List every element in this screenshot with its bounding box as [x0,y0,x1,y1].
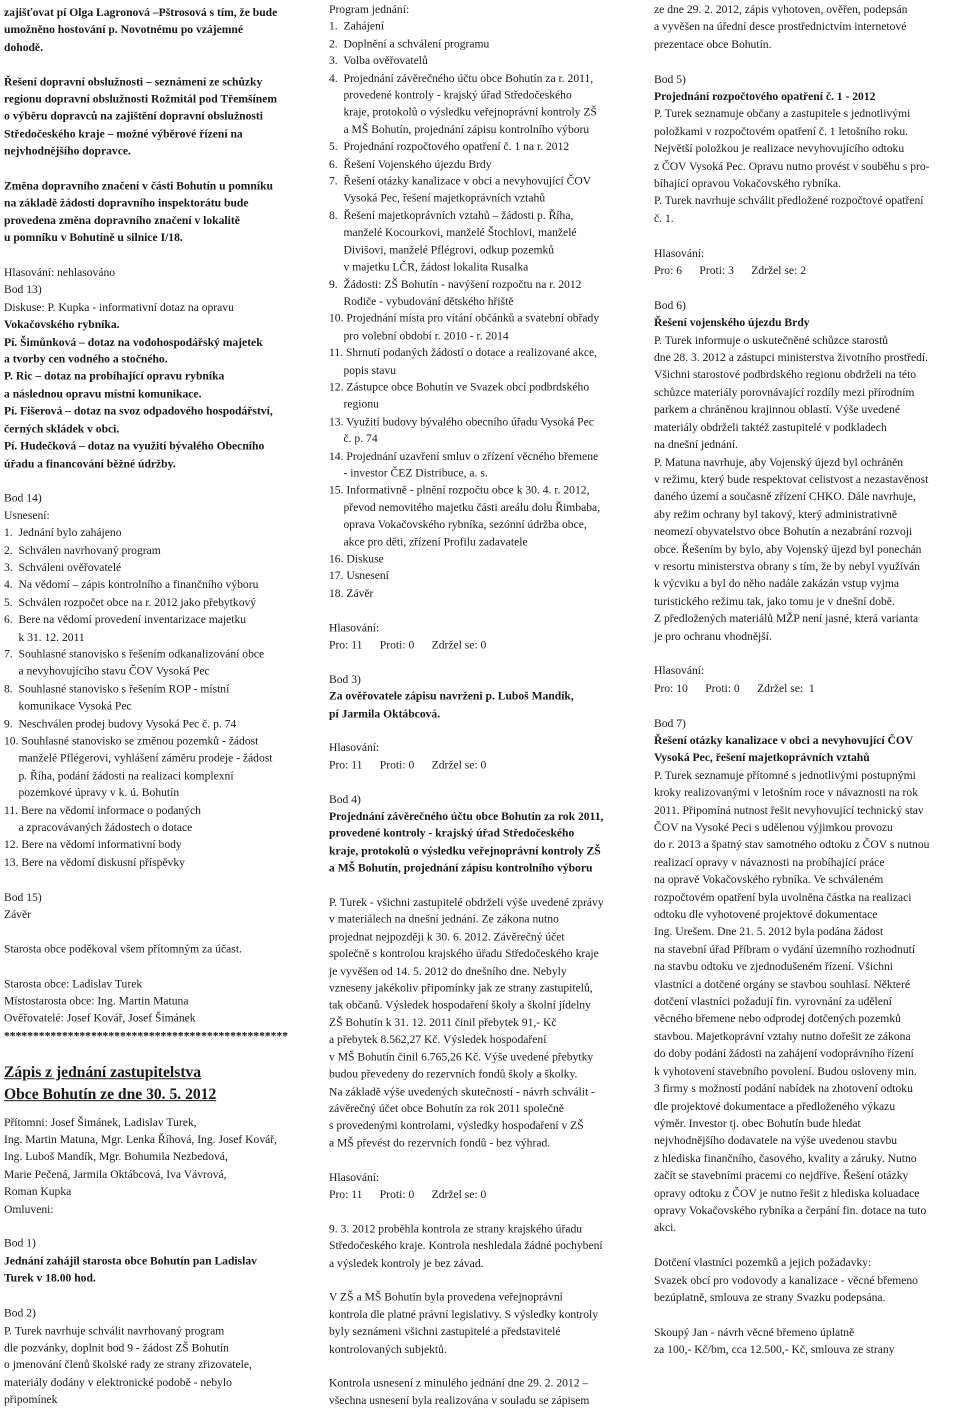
text-line: dne 28. 3. 2012 a zástupci ministerstva životního prostředí. [654,351,929,365]
text-line: Bod 14) [4,491,42,505]
text-line: je vyvěšen od 14. 5. 2012 do dnešního dne. Nebyly [329,964,567,978]
text-line: na stavební úřad Příbram o vydání územního rozhodnutí [654,942,916,956]
text-line: společně s kontrolou krajského úřadu Středočeského kraje [329,947,599,961]
bold-text-line: Změna dopravního značení v části Bohutín u pomníku [4,179,273,193]
text-line: 11. Bere na vědomí informace o podaných [4,803,201,817]
text-line: na stavbu odtoku ve zjednodušeném řízení. Všichni [654,960,894,974]
spacer [654,227,956,244]
text-line: materiály obdrželi taktéž zastupitelé v podkladech [654,420,887,434]
text-line: bíhající opravou Vokačovského rybníka. [654,177,841,191]
text-line: materiály dodány v elektronické podobě - nebylo [4,1375,232,1389]
text-line: 3. Schváleni ověřovatelé [4,560,122,574]
text-line: 9. Neschválen prodej budovy Vysoká Pec č. p. 74 [4,717,237,731]
text-line: Hlasování: [329,741,380,755]
text-line: aby režim ochrany byl takový, který administrativně [654,507,898,521]
text-line: 9. Žádosti: ZŠ Bohutín - navýšení rozpočtu na r. 2012 [329,277,582,291]
spacer [4,160,309,177]
bold-text-line: Vysoká Pec, řešení majetkoprávních vztahů [654,751,870,765]
text-line: 5. Projednání rozpočtového opatření č. 1 na r. 2012 [329,140,570,154]
bold-text-line: u pomníku v Bohutíně u silnice I/18. [4,231,183,245]
text-line: P. Matuna navrhuje, aby Vojenský újezd byl ochráněn [654,455,904,469]
text-line: 13. Bere na vědomí diskusní příspěvky [4,855,185,869]
text-line: manželé Pflégerovi, vyhlášení záměru prodeje - žádost [4,751,273,765]
text-line: obce. Řešením by bylo, aby Vojenský újezd byl ponechán [654,542,922,556]
text-line: Bod 6) [654,298,686,312]
bold-text-line: Za ověřovatele zápisu navrženi p. Luboš Mandík, [329,689,574,703]
text-line: 16. Diskuse [329,552,384,566]
text-line: 12. Bere na vědomí informativní body [4,838,182,852]
text-line: Roman Kupka [4,1185,72,1199]
text-line: Ing. Luboš Mandík, Mgr. Bohumila Nezbedová, [4,1150,228,1164]
text-line: 14. Projednání uzavření smluv o zřízení věcného břemene [329,449,599,463]
text-line: oprava Vokačovského rybníka, sezónní údržba obce, [329,518,587,532]
text-line: a zpracovávaných žádostech o dotace [4,821,193,835]
text-line: V ZŠ a MŠ Bohutín byla provedena veřejnoprávní [329,1290,563,1304]
text-line: akce pro děti, zřízení Profilu zadavatele [329,535,528,549]
text-line: nejvhodnějšího dodavatele na výše uvedenou stavbu [654,1134,898,1148]
text-line: Hlasování: [329,1170,380,1184]
text-line: akci. [654,1221,677,1235]
text-line: 10. Projednání místa pro vítání občánků a svatební obřady [329,312,600,325]
bold-text-line: Středočeského kraje – možné výběrové řízení na [4,127,243,141]
bold-text-line: provedena změna dopravního značení v lokalitě [4,214,240,228]
text-line: P. Turek informuje o uskutečněné schůzce starostů [654,333,889,347]
column-1 [4,4,309,1409]
text-line: Ověřovatelé: Josef Kovář, Josef Šimánek [4,1011,196,1025]
text-line: a přebytek 8.562,27 Kč. Výsledek hospodaření [329,1033,547,1047]
text-line: 2. Schválen navrhovaný program [4,543,161,557]
text-line: kroky realizovanými v letošním roce v návaznosti na rok [654,786,919,800]
bold-text-line: Řešení vojenského újezdu Brdy [654,316,810,330]
text-line: 17. Usnesení [329,569,389,583]
text-line: 18. Závěr [329,586,374,600]
text-line: Středočeského kraje. Kontrola neshledala žádné pochybení [329,1239,603,1253]
bold-text-line: ************************************************* [4,1029,289,1043]
text-line: ZŠ Bohutín k 31. 12. 2011 činil přebytek 91,- Kč [329,1016,557,1030]
text-line: Pro: 6 Proti: 3 Zdržel se: 2 [654,264,806,278]
spacer [4,1106,309,1114]
spacer [654,1306,956,1323]
text-line: P. Turek navrhuje schválit předložené rozpočtové opatření [654,194,924,208]
text-line: Rodiče - vybudování dětského hřiště [329,294,514,308]
text-line: 1. Zahájení [329,20,385,33]
text-line: Bod 5) [654,72,686,86]
text-line: kraje, protokolů o výsledku veřejnoprávní kontroly ZŠ [329,106,597,119]
bold-text-line: dohodě. [4,40,43,54]
text-line: dle pozvánky, doplnit bod 9 - žádost ZŠ Bohutín [4,1341,229,1355]
text-line: na dnešní jednání. [654,438,739,452]
text-line: za 100,- Kč/bm, cca 12.500,- Kč, smlouva ze strany [654,1343,895,1357]
bold-text-line: Jednání zahájil starosta obce Bohutín pan Ladislav [4,1254,257,1268]
bold-text-line: provedené kontroly - krajský úřad Středočeského [329,827,575,841]
text-line: realizací opravy v návaznosti na probíhající práce [654,855,885,869]
text-line: a MŠ Bohutín, projednání zápisu kontrolního výboru [329,123,590,137]
text-line: a MŠ převést do rezervních fondů - bez výhrad. [329,1136,551,1150]
bold-text-line: Vokačovského rybníka. [4,318,120,332]
text-line: k vyhotovení stavebního povolení. Budou osloveny min. [654,1064,917,1078]
spacer [329,1358,637,1375]
text-line: budou převedeny do rezervních fondů školy a školky. [329,1067,578,1081]
text-line: Největší položkou je realizace nevyhovujícího odtoku [654,142,905,156]
text-line: Ing. Urešem. Dne 21. 5. 2012 byla podána žádost [654,925,884,939]
spacer [4,247,309,264]
text-line: dle projektové dokumentace a předloženého výkazu [654,1099,896,1113]
text-line: stavbou. Majetkoprávní vztahy nutno dořešit ze zákona [654,1029,911,1043]
bold-text-line: Řešení dopravní obslužnosti – seznámení ze schůzky [4,75,263,89]
text-line: závěrečný účet obce Bohutín za rok 2011 společně [329,1102,564,1115]
text-line: ze dne 29. 2. 2012, zápis vyhotoven, ověřen, podepsán [654,3,908,16]
text-line: prezentace obce Bohutín. [654,37,772,51]
text-line: neomezí obyvatelstvo obce Bohutín a nezabrání rozvoji [654,525,913,539]
text-line: Divišovi, manželé Pflégrovi, odkup pozemků [329,243,555,257]
text-line: 3. Volba ověřovatelů [329,54,428,68]
text-line: kontrola dle platné právní legislativy. S výsledky kontroly [329,1308,599,1321]
text-line: 12. Zástupce obce Bohutín ve Svazek obcí podbrdského [329,380,590,394]
text-line: 3 firmy s možností podání nabídek na zhotovení odtoku [654,1082,913,1096]
text-line: Svazek obcí pro vodovody a kanalizace - věcné břemeno [654,1273,918,1287]
text-line: dotčení vlastníci požadují fin. vyrovnání za udělení [654,995,892,1009]
text-line: P. Turek navrhuje schválit navrhovaný program [4,1323,225,1337]
bold-text-line: regionu dopravní obslužnosti Rožmitál pod Třemšínem [4,92,278,106]
text-line: Usnesení: [4,508,50,522]
text-line: turistického režimu tak, jako tomu je v dnešní době. [654,594,895,608]
text-line: 2. Doplnění a schválení programu [329,37,490,51]
spacer [329,654,637,671]
text-line: 7. Souhlasné stanovisko s řešením odkanalizování obce [4,647,265,661]
spacer [329,1152,637,1169]
text-line: 15. Informativně - plnění rozpočtu obce k 30. 4. r. 2012, [329,483,590,497]
text-line: Dotčení vlastníci pozemků a jejich požadavky: [654,1256,872,1270]
text-line: Bod 7) [654,716,686,730]
text-line: s provedenými kontrolami, výsledky hospodaření v ZŠ [329,1119,584,1133]
spacer [4,1287,309,1304]
text-line: věcného břemene nebo odprodej dotčených pozemků [654,1012,901,1026]
text-line: ČOV na Vysoké Peci s udělenou výjimkou provozu [654,821,893,835]
text-line: Bod 3) [329,672,361,686]
text-line: 1. Jednání bylo zahájeno [4,526,122,540]
text-line: Bod 4) [329,792,361,806]
bold-text-line: Pí. Hudečková – dotaz na využití bývalého Obecního [4,439,265,453]
text-line: manželé Kocourkovi, manželé Štochlovi, manželé [329,226,577,240]
bold-text-line: a MŠ Bohutín, projednání zápisu kontrolního výboru [329,861,593,875]
text-line: a nevyhovujícího stavu ČOV Vysoká Pec [4,665,210,679]
text-line: Ing. Martin Matuna, Mgr. Lenka Říhová, Ing. Josef Kovář, [4,1133,278,1147]
spacer [329,774,637,791]
text-line: Pro: 10 Proti: 0 Zdržel se: 1 [654,681,815,695]
text-line: Přítomni: Josef Šimánek, Ladislav Turek, [4,1115,197,1129]
text-line: P. Turek seznamuje občany a zastupitele s jednotlivými [654,107,911,121]
text-line: Bod 2) [4,1306,36,1320]
bold-text-line: Pí. Fišerová – dotaz na svoz odpadového hospodářství, [4,404,273,418]
text-line: Pro: 11 Proti: 0 Zdržel se: 0 [329,758,487,772]
text-line: Vysoká Pec, řešení majetkoprávních vztahů [329,191,546,205]
spacer [4,871,309,888]
spacer [654,53,956,70]
text-line: je pro ochranu vhodnější. [654,629,772,643]
bold-text-line: kraje, protokolů o výsledku veřejnoprávní kontroly ZŠ [329,844,601,858]
spacer [4,1045,309,1062]
text-line: Pro: 11 Proti: 0 Zdržel se: 0 [329,638,487,652]
text-line: k výcviku a byl do něho nadále zakázán vstup vyjma [654,577,900,591]
text-line: připomínek [4,1393,58,1407]
bold-text-line: a tvorby cen vodného a stočného. [4,352,168,366]
text-line: Pro: 11 Proti: 0 Zdržel se: 0 [329,1187,487,1201]
text-line: Starosta obce: Ladislav Turek [4,977,143,991]
text-line: o jmenování členů školské rady ze strany zřizovatele, [4,1358,252,1372]
text-line: na opravě Vokačovského rybníka. Ve schváleném [654,873,884,887]
text-line: Bod 13) [4,283,42,297]
text-line: 7. Řešení otázky kanalizace v obci a nevyhovující ČOV [329,174,592,188]
text-line: začít se stavebními pracemi co nejdříve. Řešení otázky [654,1169,909,1183]
spacer [329,1272,637,1289]
bold-text-line: Turek v 18.00 hod. [4,1271,96,1285]
bold-text-line: Projednání závěrečného účtu obce Bohutín za rok 2011, [329,810,604,823]
bold-text-line: P. Ric – dotaz na probíhající opravu rybníka [4,370,225,384]
text-line: z ČOV Vysoká Pec. Opravu nutno provést v souběhu s pro- [654,159,930,173]
text-line: č. 1. [654,211,674,225]
text-line: Všichni starostové podbrdského regionu obdrželi na této [654,368,917,382]
spacer [4,923,309,940]
text-line: 5. Schválen rozpočet obce na r. 2012 jako přebytkový [4,595,257,609]
text-line: 6. Bere na vědomí provedení inventarizace majetku [4,613,247,626]
text-line: tak občanů. Výsledek hospodaření školy a školní jídelny [329,999,591,1012]
text-line: 8. Řešení majetkoprávních vztahů – žádosti p. Říha, [329,209,574,222]
text-line: rozpočtovém opatření byla uvolněna částka na realizaci [654,890,912,904]
text-line: Omluveni: [4,1202,54,1216]
spacer [329,722,637,739]
text-line: opravy odtoku z ČOV je nutno řešit z hlediska koluadace [654,1186,920,1200]
spacer [654,279,956,296]
text-line: z hlediska finančního, časového, kvality a záruky. Nutno [654,1151,917,1165]
text-line: Starosta obce poděkoval všem přítomným za účast. [4,942,242,956]
text-line: pozemkové úpravy v k. ú. Bohutín [4,786,180,800]
bold-text-line: Projednání rozpočtového opatření č. 1 - 2012 [654,90,876,104]
text-line: Program jednání: [329,2,410,16]
text-line: vlastníci a dotčené orgány se stavbou souhlasí. Některé [654,977,911,991]
text-line: kontrolovaných subjektů. [329,1342,447,1356]
text-line: 4. Projednání závěrečného účtu obce Bohutín za r. 2011, [329,71,594,85]
text-line: č. p. 74 [329,432,378,446]
text-line: bezúplatně, smlouva ze strany Svazku podepsána. [654,1290,886,1304]
text-line: vzneseny jakékoliv připomínky jak ze strany zastupitelů, [329,981,593,995]
spacer [4,1218,309,1235]
text-line: byly seznámeni všichni zastupitelé a představitelé [329,1325,561,1339]
text-line: převod nemovitého majetku části areálu dolu Řimbaba, [329,501,601,514]
text-line: odtoku dle vyhotovené projektové dokumentace [654,908,878,922]
text-line: 8. Souhlasné stanovisko s řešením ROP - místní [4,682,230,696]
bold-text-line: nejvhodnějšího dopravce. [4,144,131,158]
text-line: a výsledek kontroly je bez závad. [329,1256,484,1270]
text-line: Na základě výše uvedených skutečností - návrh schválit - [329,1084,595,1098]
text-line: Hlasování: [654,664,705,678]
text-line: - investor ČEZ Distribuce, a. s. [329,466,488,480]
text-line: 2011. Připomíná nutnost řešit nevyhovující technický stav [654,803,924,817]
bold-text-line: na základě žádosti dopravního inspektorátu bude [4,196,249,210]
text-line: položkami v rozpočtovém opatření č. 1 letošního roku. [654,124,909,138]
text-line: projednat nejpozději k 30. 6. 2012. Závěrečný účet [329,930,565,944]
text-line: Marie Pečená, Jarmila Oktábcová, Iva Vávrová, [4,1167,227,1181]
text-line: P. Turek - všichni zastupitelé obdrželi výše uvedené zprávy [329,895,604,909]
text-line: Diskuse: P. Kupka - informativní dotaz na opravu [4,300,234,314]
text-line: Bod 1) [4,1237,36,1251]
spacer [4,56,309,73]
spacer [329,1203,637,1220]
spacer [329,877,637,894]
text-line: 9. 3. 2012 proběhla kontrola ze strany krajského úřadu [329,1222,583,1236]
text-line: všechna usnesení byla realizována v souladu se zápisem [329,1393,590,1407]
text-line: v MŠ Bohutín činil 6.765,26 Kč. Výše uvedené přebytky [329,1050,594,1064]
section-title: Zápis z jednání zastupitelstva [4,1063,202,1081]
column-2 [329,1,637,1409]
text-line: P. Turek seznamuje přítomné s jednotlivými postupnými [654,768,916,782]
text-line: Hlasování: [654,246,705,260]
spacer [329,602,637,619]
text-line: v materiálech na dnešní jednání. Ze zákona nutno [329,913,559,926]
bold-text-line: o výběru dopravců na zajištění dopravní obslužnosti [4,110,263,124]
bold-text-line: a následnou opravu místní komunikace. [4,387,202,401]
text-line: regionu [329,397,379,411]
bold-text-line: Řešení otázky kanalizace v obci a nevyhovující ČOV [654,733,914,747]
text-line: výměr. Investor tj. obec Bohutín bude hledat [654,1116,861,1130]
bold-text-line: Pí. Šimůnková – dotaz na vodohospodářský majetek [4,335,263,349]
text-line: 11. Shrnutí podaných žádostí o dotace a realizované akce, [329,346,598,360]
text-line: Místostarosta obce: Ing. Martin Matuna [4,994,189,1008]
column-3 [654,1,956,1359]
text-line: komunikace Vysoká Pec [4,699,132,713]
text-line: 4. Na vědomí – zápis kontrolního a finančního výboru [4,578,259,592]
bold-text-line: pí Jarmila Oktábcová. [329,707,441,720]
text-line: Závěr [4,907,32,921]
spacer [654,645,956,662]
text-line: Hlasování: [329,621,380,635]
text-line: 10. Souhlasné stanovisko se změnou pozemků - žádost [4,734,259,748]
bold-text-line: umožněno hostování p. Novotnému po vzájemné [4,23,243,37]
text-line: parkem a chráněnou krajinnou oblastí. Výše uvedené [654,403,901,417]
text-line: do doby podání žádosti na zahájení vodoprávního řízení [654,1047,914,1061]
text-line: Bod 15) [4,890,42,904]
text-line: daného území a současně zřízení CHKO. Dále navrhuje, [654,490,916,504]
text-line: a vyvěšen na úřední desce prostřednictvím internetové [654,20,907,34]
bold-text-line: úřadu a financování běžné údržby. [4,456,176,470]
spacer [4,958,309,975]
text-line: v majetku LČR, žádost lokalita Rusalka [329,260,529,274]
text-line: pro volební období r. 2010 - r. 2014 [329,329,509,343]
spacer [654,697,956,714]
text-line: schůzce materiály porovnávající rozdíly mezi přírodním [654,385,915,399]
text-line: v resortu ministerstva obrany s tím, že by nebyl využíván [654,559,920,573]
text-line: Hlasování: nehlasováno [4,266,116,280]
text-line: 6. Řešení Vojenského újezdu Brdy [329,157,492,171]
text-line: p. Říha, podání žádosti na realizaci komplexní [4,769,234,783]
text-line: Z předložených materiálů MŽP není jasné, která varianta [654,612,919,626]
bold-text-line: černých skládek v obci. [4,422,120,436]
bold-text-line: zajišťovat pí Olga Lagronová –Pštrosová s tím, že bude [4,5,278,19]
spacer [654,1237,956,1254]
text-line: provedené kontroly - krajský úřad Středočeského [329,88,572,102]
text-line: 13. Využití budovy bývalého obecního úřadu Vysoká Pec [329,415,594,428]
text-line: Kontrola usnesení z minulého jednání dne 29. 2. 2012 – [329,1376,589,1390]
text-line: k 31. 12. 2011 [4,630,85,644]
section-title: Obce Bohutín ze dne 30. 5. 2012 [4,1085,217,1103]
text-line: v režimu, který bude respektovat celistvost a nezastavěnost [654,472,929,486]
text-line: opravy Vokačovského rybníka a čerpání fin. dotace na tuto [654,1203,927,1217]
text-line: popis stavu [329,363,396,377]
spacer [4,472,309,489]
text-line: Skoupý Jan - návrh věcné břemeno úplatně [654,1325,855,1339]
text-line: do r. 2013 a špatný stav samotného odtoku z ČOV s nutnou [654,838,930,852]
